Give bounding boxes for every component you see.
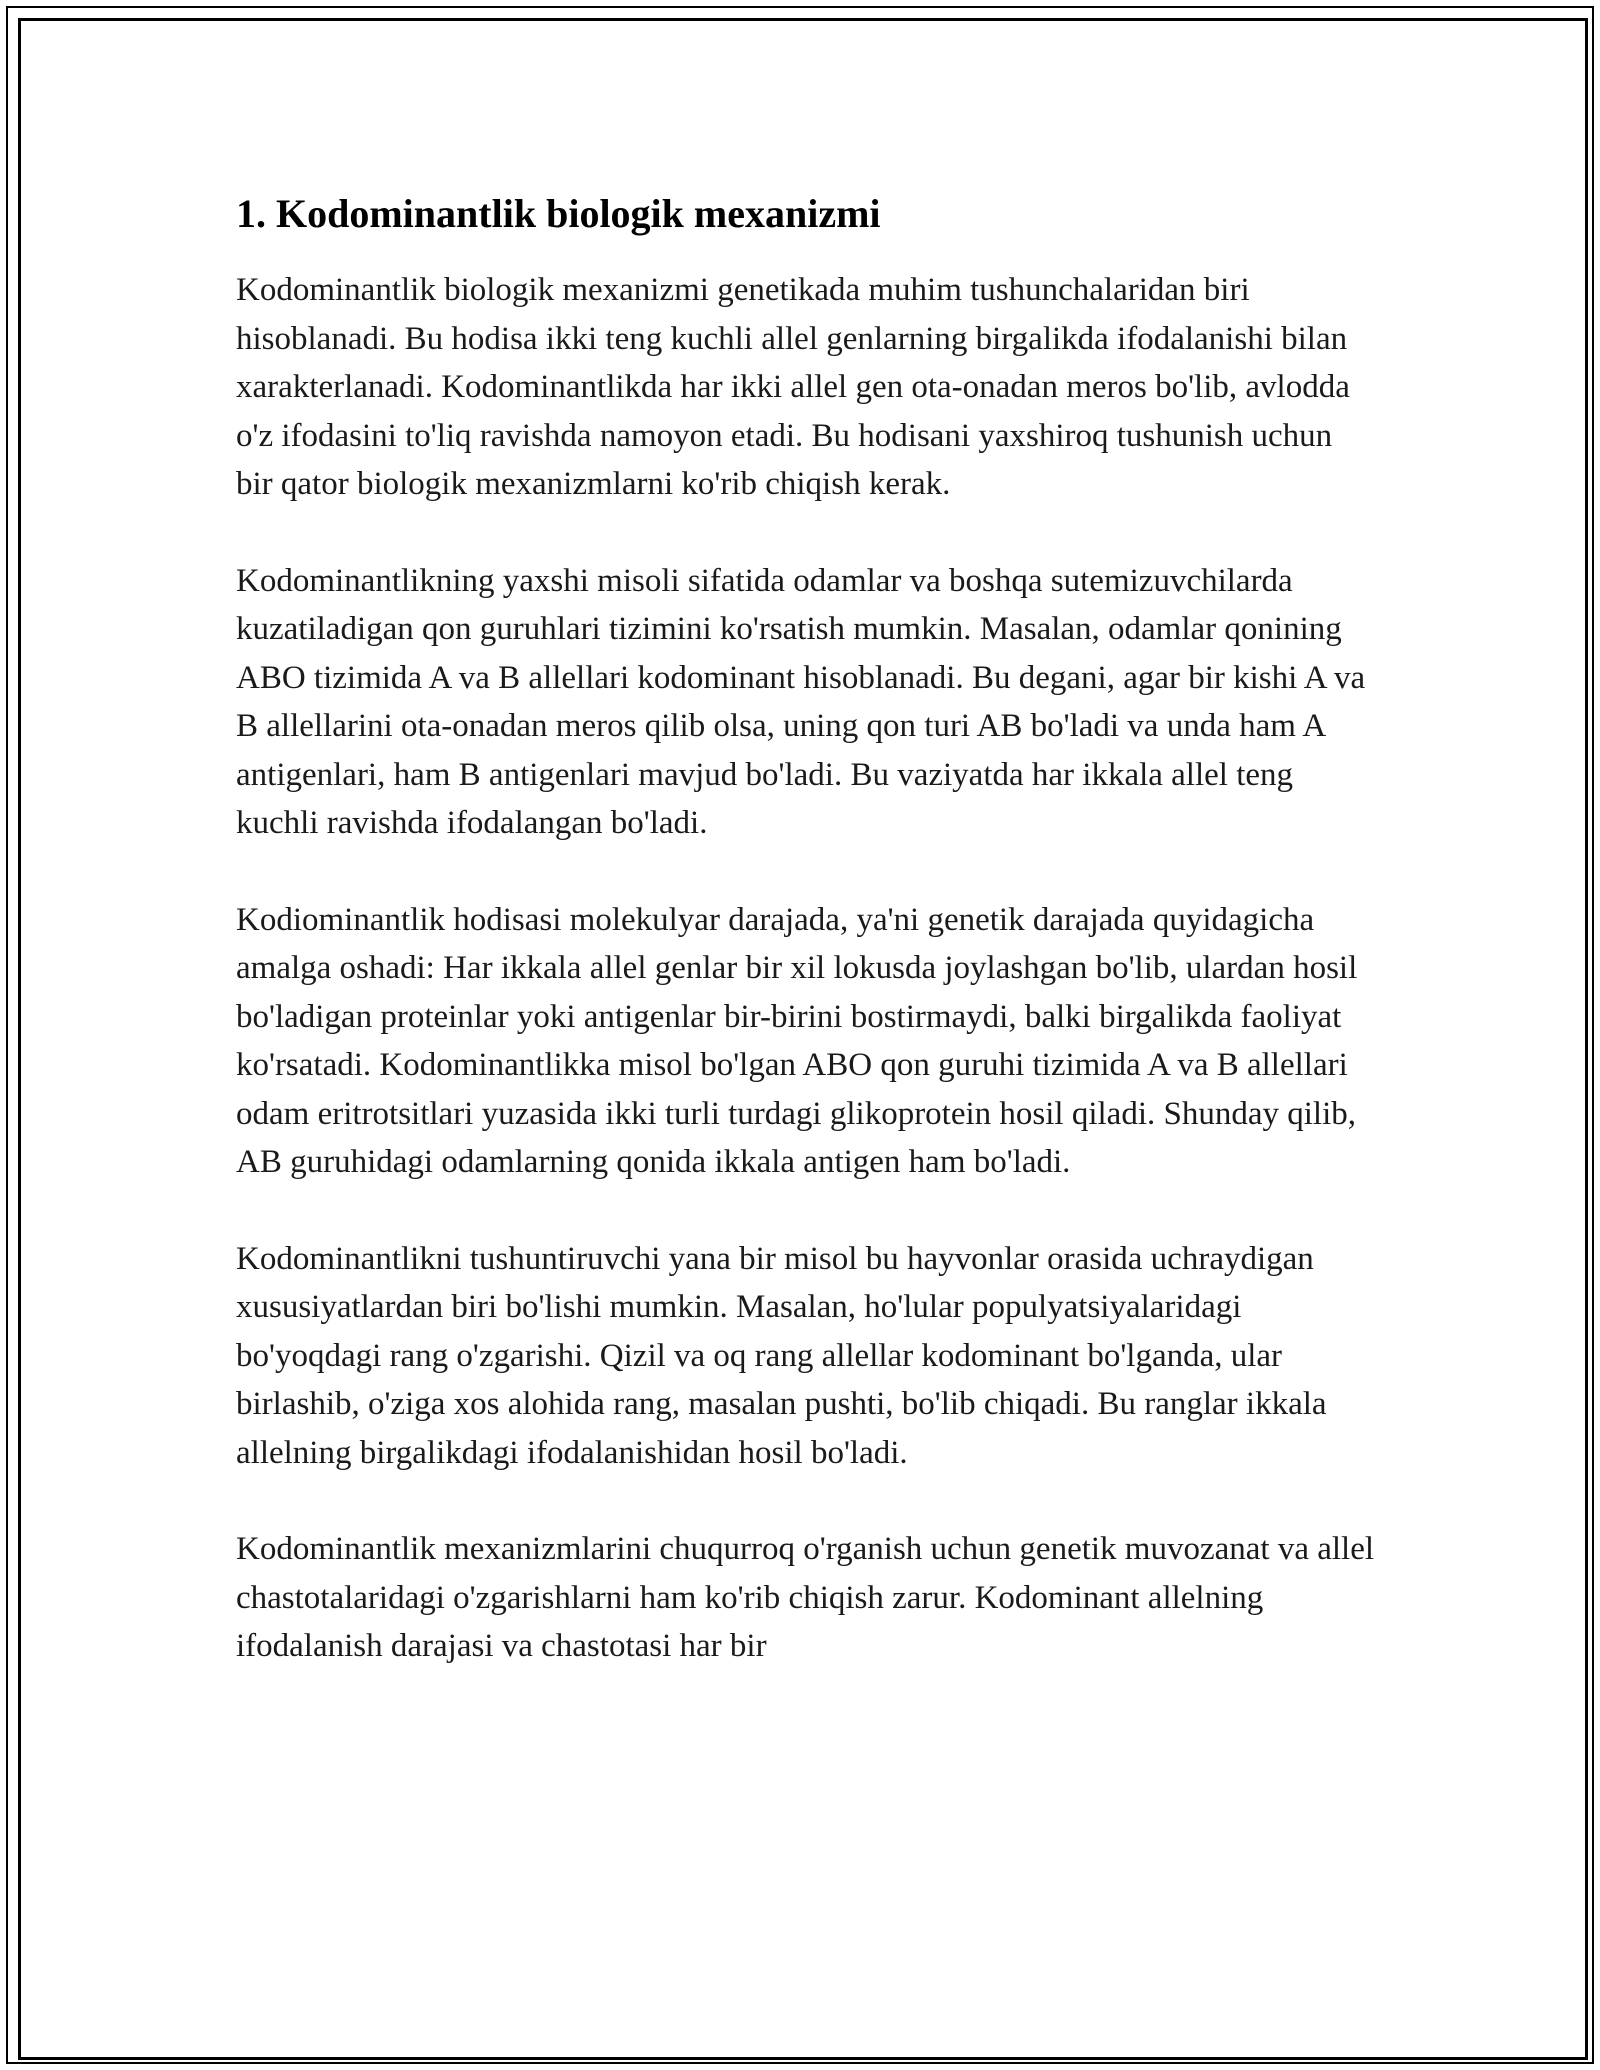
paragraph-1: Kodominantlik biologik mexanizmi genetikada muhim tushunchalaridan biri hisoblanadi. Bu hodisa ikki teng kuchli allel genlarning birgalikda ifodalanishi bilan xarakterlanadi. Kodominantlikda har ikki allel gen ota-onadan meros bo'lib, avlodda o'z ifodasini to'liq ravishda namoyon etadi. Bu hodisani yaxshiroq tushunish uchun bir qator biologik mexanizmlarni ko'rib chiqish kerak. — [236, 272, 1350, 502]
paragraph-4: Kodominantlikni tushuntiruvchi yana bir misol bu hayvonlar orasida uchraydigan xususiyatlardan biri bo'lishi mumkin. Masalan, ho'lular populyatsiyalaridagi bo'yoqdagi rang o'zgarishi. Qizil va oq rang allellar kodominant bo'lganda, ular birlashib, o'ziga xos alohida rang, masalan pushti, bo'lib chiqadi. Bu ranglar ikkala allelning birgalikdagi ifodalanishidan hosil bo'ladi. — [236, 1240, 1327, 1471]
section-heading: 1. Kodominantlik biologik mexanizmi — [236, 191, 881, 236]
document-body — [236, 190, 1376, 1719]
paragraph-5: Kodominantlik mexanizmlarini chuqurroq o'rganish uchun genetik muvozanat va allel chastotalaridagi o'zgarishlarni ham ko'rib chiqish zarur. Kodominant allelning ifodalanish darajasi va chastotasi har bir — [236, 1531, 1375, 1664]
paragraph-2: Kodominantlikning yaxshi misoli sifatida odamlar va boshqa sutemizuvchilarda kuzatiladigan qon guruhlari tizimini ko'rsatish mumkin. Masalan, odamlar qonining ABO tizimida A va B allellari kodominant hisoblanadi. Bu degani, agar bir kishi A va B allellarini ota-onadan meros qilib olsa, uning qon turi AB bo'ladi va unda ham A antigenlari, ham B antigenlari mavjud bo'ladi. Bu vaziyatda har ikkala allel teng kuchli ravishda ifodalangan bo'ladi. — [236, 562, 1366, 841]
paragraph-3: Kodiominantlik hodisasi molekulyar darajada, ya'ni genetik darajada quyidagicha amalga oshadi: Har ikkala allel genlar bir xil lokusda joylashgan bo'lib, ulardan hosil bo'ladigan proteinlar yoki antigenlar bir-birini bostirmaydi, balki birgalikda faoliyat ko'rsatadi. Kodominantlikka misol bo'lgan ABO qon guruhi tizimida A va B allellari odam eritrotsitlari yuzasida ikki turli turdagi glikoprotein hosil qiladi. Shunday qilib, AB guruhidagi odamlarning qonida ikkala antigen ham bo'ladi. — [236, 901, 1358, 1180]
